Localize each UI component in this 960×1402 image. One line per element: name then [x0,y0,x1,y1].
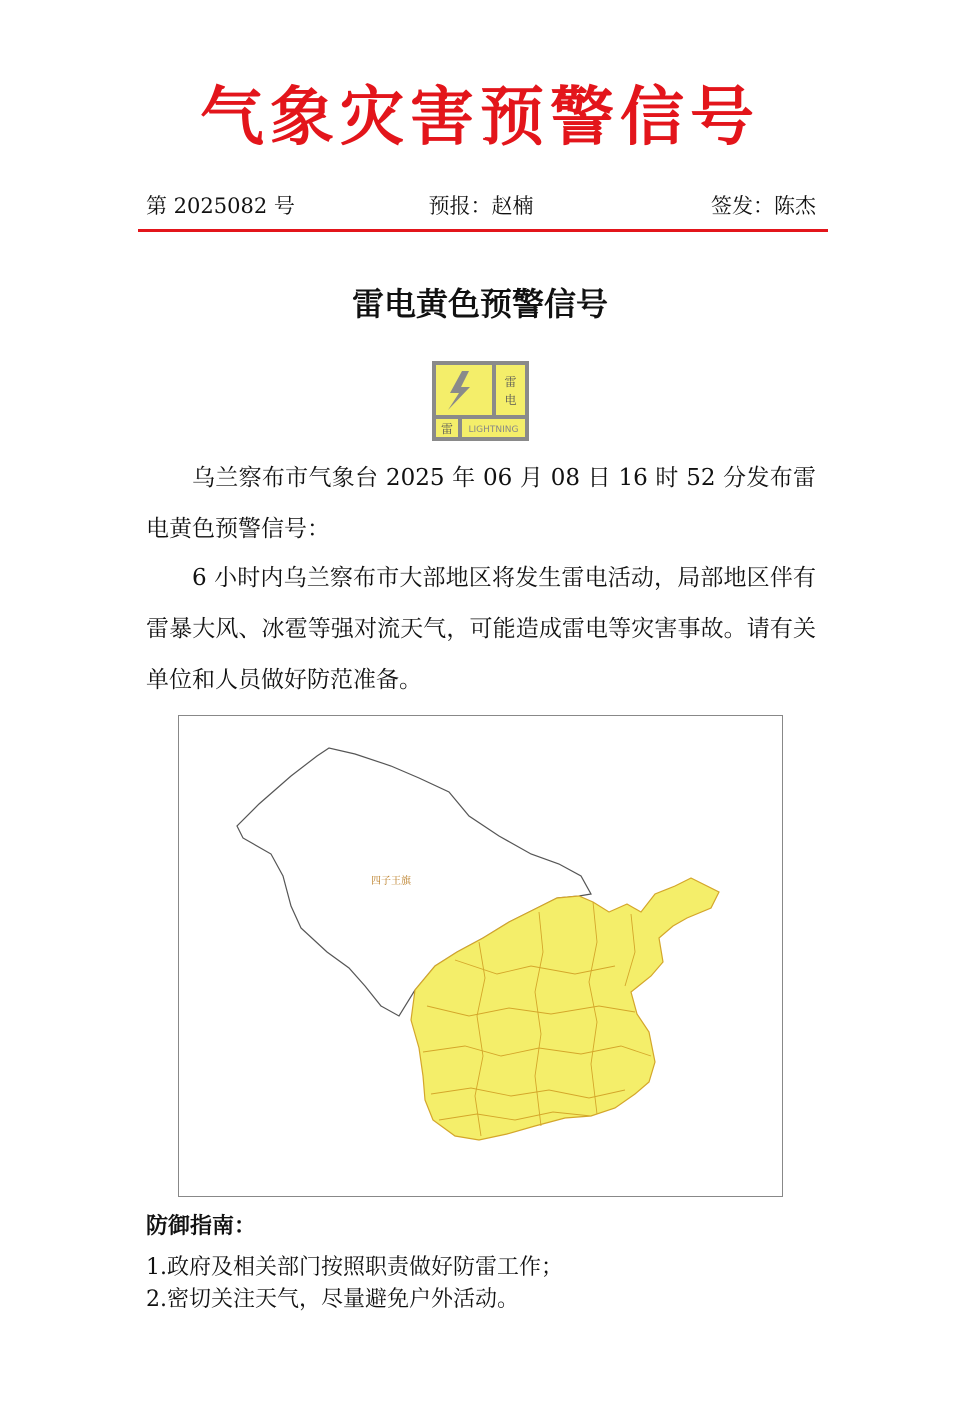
paragraph-issue-notice: 乌兰察布市气象台 2025 年 06 月 08 日 16 时 52 分发布雷电黄色预警信号： [146,465,816,542]
paragraph-forecast: 6 小时内乌兰察布市大部地区将发生雷电活动，局部地区伴有雷暴大风、冰雹等强对流天气，可能造成雷电等灾害事故。请有关单位和人员做好防范准备。 [146,565,816,693]
warning-area-map [178,715,783,1197]
issue-number: 第 2025082 号 [146,194,295,218]
list-item: 2.密切关注天气，尽量避免户外活动。 [146,1287,519,1312]
icon-text-en: LIGHTNING [468,425,519,435]
icon-text-top: 雷 [504,375,517,389]
meta-row [146,190,816,222]
forecaster: 预报：赵楠 [428,194,534,218]
region-label: 四子王旗 [371,876,411,887]
icon-text-corner: 雷 [440,422,454,436]
icon-text-bottom: 电 [504,393,517,407]
defense-guide-heading: 防御指南： [146,1213,257,1239]
document-title: 气象灾害预警信号 [200,80,760,155]
defense-guide-list [146,1252,563,1316]
signal-title: 雷电黄色预警信号 [351,285,608,323]
lightning-yellow-warning-icon [432,361,529,441]
issuer: 签发：陈杰 [711,194,816,218]
list-item: 1.政府及相关部门按照职责做好防雷工作； [146,1255,563,1280]
red-divider [138,229,828,232]
